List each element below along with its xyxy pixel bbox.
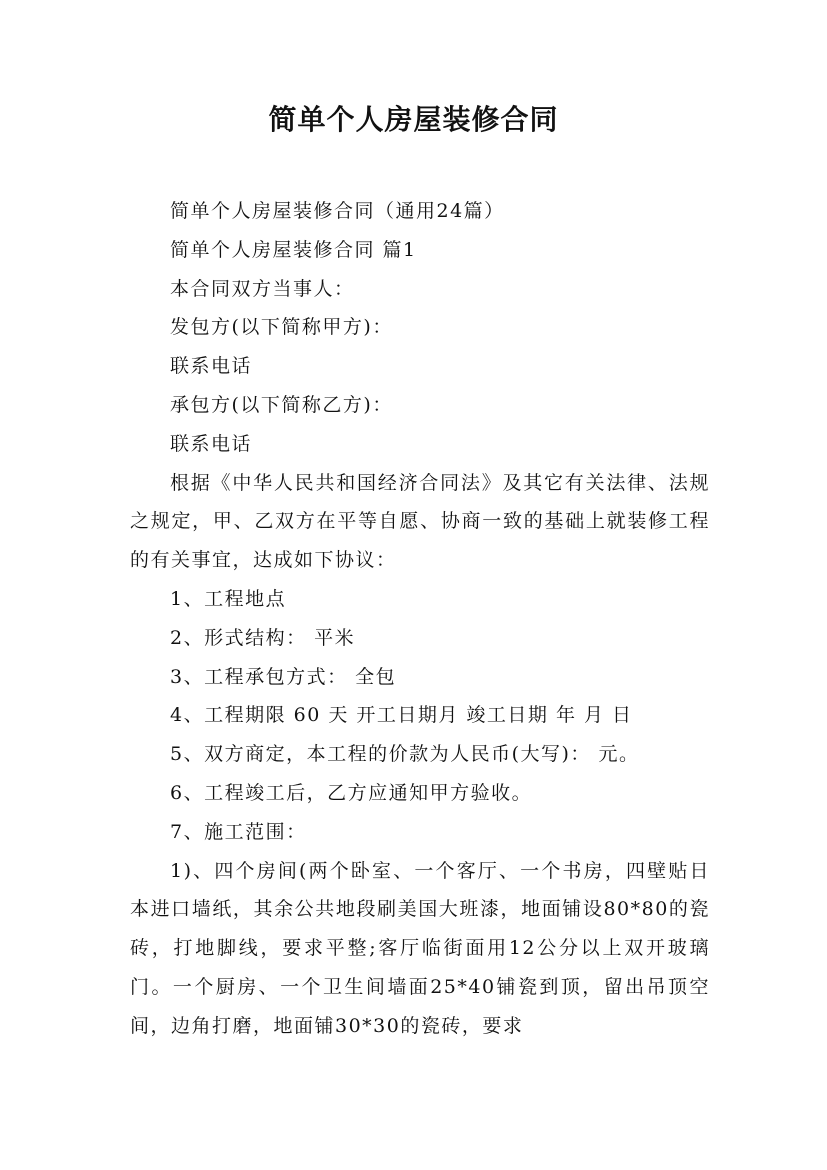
clause-1-location: 1、工程地点	[170, 587, 287, 610]
document-title: 简单个人房屋装修合同	[268, 103, 559, 136]
paragraph-subtitle: 简单个人房屋装修合同（通用24篇）	[170, 200, 505, 222]
paragraph-section-heading: 简单个人房屋装修合同 篇1	[170, 238, 417, 261]
paragraph-party-a-phone: 联系电话	[170, 355, 253, 378]
clause-7-1-rooms: 1)、四个房间(两个卧室、一个客厅、一个书房，四壁贴日本进口墙纸，其余公共地段刷美国大班漆，地面铺设80*80的瓷砖，打地脚线，要求平整;客厅临街面用12公分以上双开玻璃门。一个厨房、一个卫生间墙面25*40铺瓷到顶，留出吊顶空间，边角打磨，地面铺30*30的瓷砖，要求	[130, 859, 710, 1037]
paragraph-party-a: 发包方(以下简称甲方)：	[170, 316, 393, 339]
document-body	[130, 192, 710, 1046]
paragraph-party-b-phone: 联系电话	[170, 432, 253, 455]
clause-4-period: 4、工程期限 60 天 开工日期月 竣工日期 年 月 日	[170, 704, 633, 727]
paragraph-legal-basis: 根据《中华人民共和国经济合同法》及其它有关法律、法规之规定，甲、乙双方在平等自愿、协商一致的基础上就装修工程的有关事宜，达成如下协议：	[130, 471, 710, 572]
paragraph-party-b: 承包方(以下简称乙方)：	[170, 393, 393, 416]
clause-3-contract-type: 3、工程承包方式： 全包	[170, 665, 397, 688]
clause-6-acceptance: 6、工程竣工后，乙方应通知甲方验收。	[170, 781, 533, 804]
paragraph-parties-intro: 本合同双方当事人：	[170, 277, 355, 300]
clause-2-structure: 2、形式结构： 平米	[170, 626, 356, 649]
clause-7-scope: 7、施工范围：	[170, 820, 307, 843]
clause-5-price: 5、双方商定，本工程的价款为人民币(大写)： 元。	[170, 743, 640, 766]
